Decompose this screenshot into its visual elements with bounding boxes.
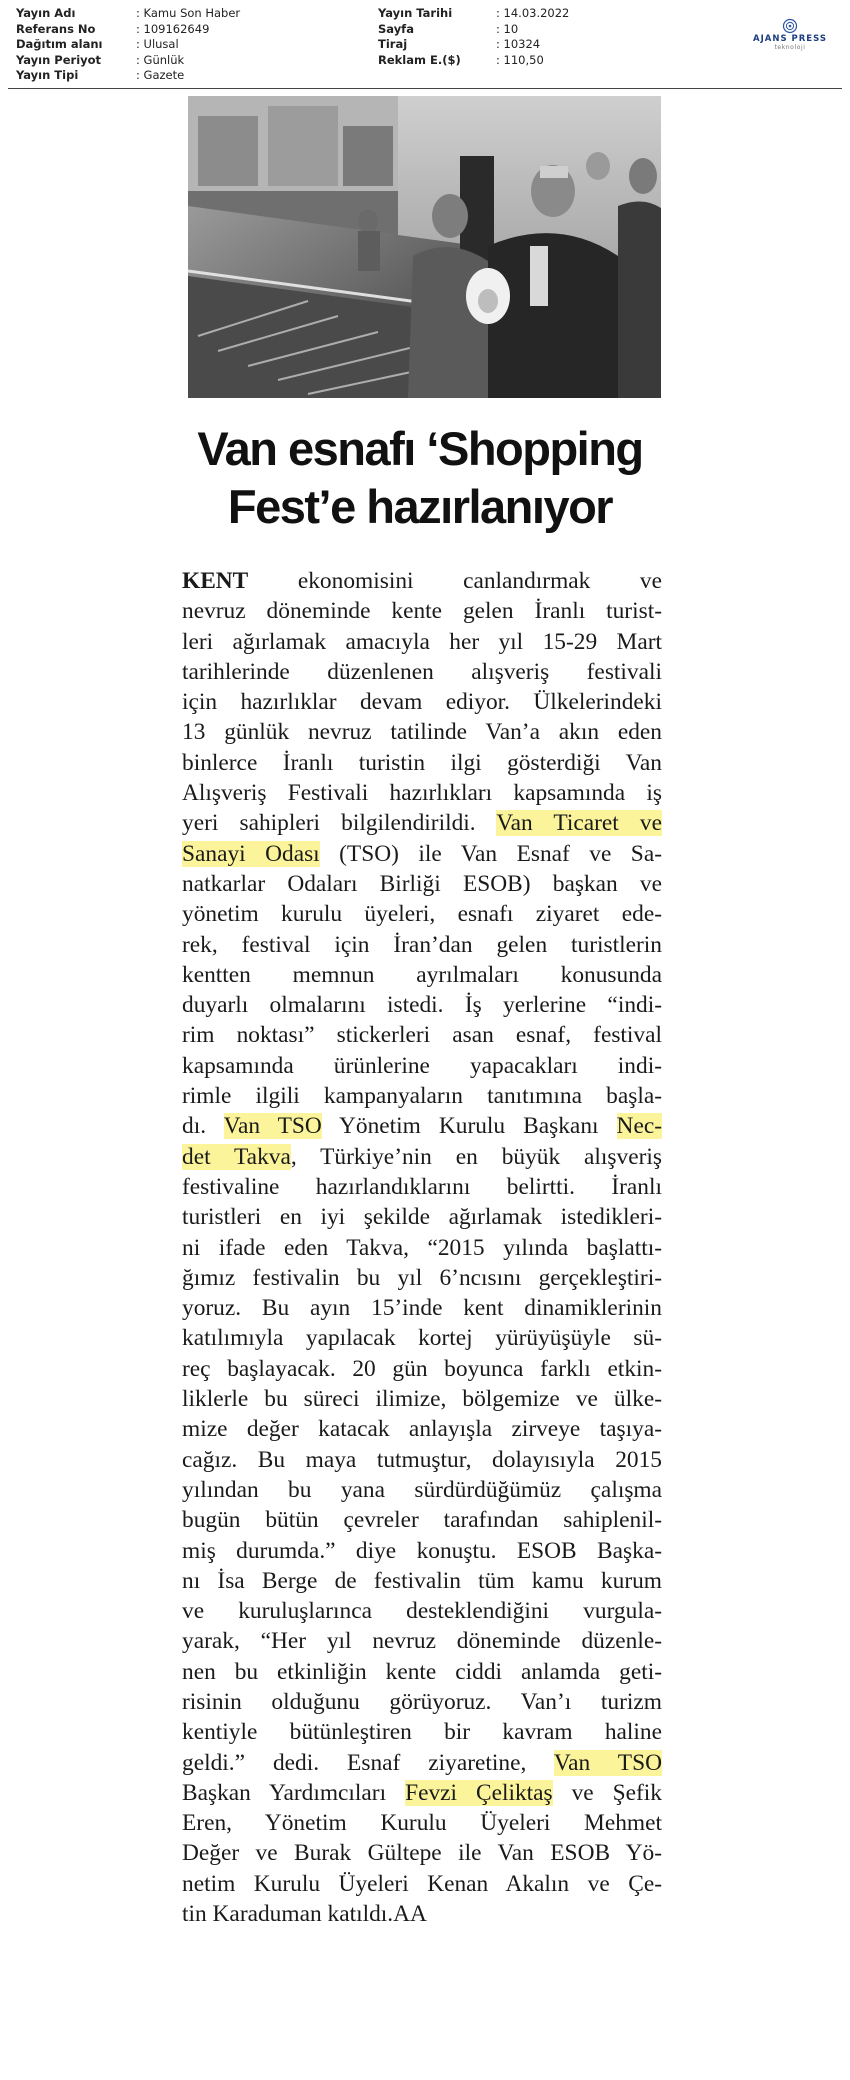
body-line xyxy=(182,717,662,747)
body-text: nen bu etkinliğin kente ciddi anlamda geti- xyxy=(182,1658,662,1685)
highlighted-text: Sanayi Odası xyxy=(182,840,320,867)
highlighted-text: Van TSO xyxy=(223,1113,322,1140)
highlighted-text: Fevzi Çeliktaş xyxy=(405,1779,553,1806)
body-text: risinin olduğunu görüyoruz. Van’ı turizm xyxy=(182,1688,662,1715)
meta-value: : 14.03.2022 xyxy=(496,6,570,20)
body-line xyxy=(182,627,662,657)
meta-row xyxy=(16,6,296,22)
meta-key: Yayın Tarihi xyxy=(378,6,453,20)
body-line xyxy=(182,1536,662,1566)
body-line xyxy=(182,596,662,626)
body-text: tin Karaduman katıldı.AA xyxy=(182,1901,427,1928)
meta-key: Sayfa xyxy=(378,21,414,36)
headline-line: Van esnafı ‘Shopping xyxy=(197,422,643,475)
metadata-right xyxy=(378,6,636,68)
meta-value: : 109162649 xyxy=(136,21,210,36)
highlighted-text: det Takva xyxy=(182,1143,291,1170)
body-text: kapsamında ürünlerine yapacakları indi- xyxy=(182,1052,662,1079)
body-line xyxy=(182,1505,662,1535)
body-line xyxy=(182,1748,662,1778)
body-text: reç başlayacak. 20 gün boyunca farklı etkin- xyxy=(182,1355,662,1382)
body-text: yılından bu yana sürdürdüğümüz çalışma xyxy=(182,1476,662,1503)
body-text: Değer ve Burak Gültepe ile Van ESOB Yö- xyxy=(182,1840,662,1867)
body-line xyxy=(182,1899,662,1929)
article-kicker: KENT xyxy=(182,568,249,594)
body-line xyxy=(182,1475,662,1505)
body-text: miş durumda.” diye konuştu. ESOB Başka- xyxy=(182,1537,662,1564)
meta-key: Dağıtım alanı xyxy=(16,37,103,51)
body-text: natkarlar Odaları Birliği ESOB) başkan ve xyxy=(182,870,662,897)
meta-key: Yayın Adı xyxy=(16,6,76,20)
meta-row xyxy=(378,6,636,22)
body-line xyxy=(182,1172,662,1202)
body-line xyxy=(182,778,662,808)
meta-value: : 10324 xyxy=(496,37,541,51)
meta-value: : 110,50 xyxy=(496,52,544,67)
body-text: bugün bütün çevreler tarafından sahiplenil- xyxy=(182,1507,662,1534)
body-text: duyarlı olmalarını istedi. İş yerlerine “indi- xyxy=(182,992,662,1019)
highlighted-text: Van TSO xyxy=(553,1749,662,1776)
body-line xyxy=(182,1445,662,1475)
body-line xyxy=(182,1142,662,1172)
body-text: yeri sahipleri bilgilendirildi. xyxy=(182,810,497,837)
body-line xyxy=(182,1626,662,1656)
body-text: kentten memnun ayrılmaları konusunda xyxy=(182,961,662,988)
meta-key: Referans No xyxy=(16,21,96,36)
body-line xyxy=(182,1020,662,1050)
meta-row xyxy=(378,37,636,53)
meta-value: : 10 xyxy=(496,21,519,36)
body-text: kentiyle bütünleştiren bir kavram haline xyxy=(182,1719,662,1746)
logo-name: AJANS PRESS xyxy=(753,34,827,44)
body-text: liklerle bu süreci ilimize, bölgemize ve ülke- xyxy=(182,1386,662,1413)
body-line xyxy=(182,1384,662,1414)
body-line xyxy=(182,1263,662,1293)
body-text: rim noktası” stickerleri asan esnaf, festival xyxy=(182,1022,662,1049)
body-line xyxy=(182,1808,662,1838)
body-text: binlerce İranlı turistin ilgi gösterdiği Van xyxy=(182,749,662,776)
ajans-press-logo xyxy=(742,18,838,54)
body-line xyxy=(182,748,662,778)
body-text: tarihlerinde düzenlenen alışveriş festivali xyxy=(182,658,662,685)
body-line xyxy=(182,1717,662,1747)
body-text: mize değer katacak anlayışla zirveye taşıya- xyxy=(182,1416,662,1443)
body-line xyxy=(182,1687,662,1717)
meta-key: Yayın Tipi xyxy=(16,68,79,82)
body-text: nı İsa Berge de festivalin tüm kamu kurum xyxy=(182,1567,662,1594)
body-line xyxy=(182,1081,662,1111)
body-text: turistleri en iyi şekilde ağırlamak istedikleri- xyxy=(182,1204,662,1231)
headline-line: Fest’e hazırlanıyor xyxy=(227,480,613,533)
logo-subtitle: teknoloji xyxy=(774,44,806,51)
meta-key: Yayın Periyot xyxy=(16,52,102,67)
body-line xyxy=(182,899,662,929)
body-line xyxy=(182,1233,662,1263)
body-line xyxy=(182,1293,662,1323)
body-text: dı. xyxy=(182,1113,224,1140)
header-divider xyxy=(8,88,842,89)
body-text: geldi.” dedi. Esnaf ziyaretine, xyxy=(182,1749,554,1776)
body-line xyxy=(182,1778,662,1808)
body-text: cağız. Bu maya tutmuştur, dolayısıyla 2015 xyxy=(182,1446,662,1473)
body-text: ni ifade eden Takva, “2015 yılında başlattı- xyxy=(182,1234,662,1261)
body-line xyxy=(182,869,662,899)
meta-row xyxy=(378,22,636,38)
article-body xyxy=(182,566,662,1929)
body-line xyxy=(182,1657,662,1687)
body-line xyxy=(182,687,662,717)
body-line xyxy=(182,1354,662,1384)
body-text: Eren, Yönetim Kurulu Üyeleri Mehmet xyxy=(182,1810,662,1837)
meta-key: Reklam E.($) xyxy=(378,52,461,67)
body-line xyxy=(182,1566,662,1596)
meta-value: : Gazete xyxy=(136,68,185,82)
body-text: ve kuruluşlarınca desteklendiğini vurgula- xyxy=(182,1598,662,1625)
body-text: yoruz. Bu ayın 15’inde kent dinamiklerinin xyxy=(182,1295,662,1322)
article-headline xyxy=(170,420,670,536)
body-line xyxy=(182,960,662,990)
highlighted-text: Van Ticaret ve xyxy=(496,810,662,837)
meta-row xyxy=(16,53,296,69)
body-line xyxy=(182,839,662,869)
body-text: yarak, “Her yıl nevruz döneminde düzenle- xyxy=(182,1628,662,1655)
body-line xyxy=(182,1051,662,1081)
body-line xyxy=(182,1869,662,1899)
meta-row xyxy=(378,53,636,69)
body-text: rek, festival için İran’dan gelen turistlerin xyxy=(182,931,662,958)
meta-row xyxy=(16,68,296,84)
body-text: 13 günlük nevruz tatilinde Van’a akın eden xyxy=(182,719,662,746)
meta-row xyxy=(16,22,296,38)
body-line xyxy=(182,657,662,687)
highlighted-text: Nec- xyxy=(616,1113,662,1140)
body-text: katılımıyla yapılacak kortej yürüyüşüyle sü- xyxy=(182,1325,662,1352)
body-text: (TSO) ile Van Esnaf ve Sa- xyxy=(319,840,662,867)
meta-value: : Günlük xyxy=(136,52,185,67)
body-text: ğımız festivalin bu yıl 6’ncısını gerçekleştiri- xyxy=(182,1264,662,1291)
meta-row xyxy=(16,37,296,53)
meta-value: : Ulusal xyxy=(136,37,179,51)
body-line xyxy=(182,566,662,596)
body-line xyxy=(182,808,662,838)
body-text: Alışveriş Festivali hazırlıkları kapsamında iş xyxy=(182,780,662,807)
body-text: için hazırlıklar devam ediyor. Ülkelerindeki xyxy=(182,689,662,716)
body-text: leri ağırlamak amacıyla her yıl 15-29 Mart xyxy=(182,628,662,655)
article-photo xyxy=(188,96,661,398)
meta-key: Tiraj xyxy=(378,37,408,51)
body-text: ve Şefik xyxy=(552,1779,662,1806)
body-line xyxy=(182,1414,662,1444)
body-text: , Türkiye’nin en büyük alışveriş xyxy=(290,1143,662,1170)
body-line xyxy=(182,1838,662,1868)
body-text: ekonomisini canlandırmak ve xyxy=(248,568,662,594)
body-line xyxy=(182,930,662,960)
body-text: rimle ilgili kampanyaların tanıtımına başla- xyxy=(182,1083,662,1110)
body-text: yönetim kurulu üyeleri, esnafı ziyaret ede- xyxy=(182,901,662,928)
body-line xyxy=(182,1323,662,1353)
article-photo-image xyxy=(188,96,661,398)
body-text: Yönetim Kurulu Başkanı xyxy=(321,1113,617,1140)
body-line xyxy=(182,1111,662,1141)
logo-mark-icon xyxy=(781,18,799,34)
body-text: netim Kurulu Üyeleri Kenan Akalın ve Çe- xyxy=(182,1870,662,1897)
body-line xyxy=(182,1202,662,1232)
meta-value: : Kamu Son Haber xyxy=(136,6,241,20)
body-line xyxy=(182,1596,662,1626)
body-text: festivaline hazırlandıklarını belirtti. İranlı xyxy=(182,1173,662,1200)
metadata-left xyxy=(16,6,296,84)
body-text: nevruz döneminde kente gelen İranlı turist- xyxy=(182,598,662,625)
body-text: Başkan Yardımcıları xyxy=(182,1779,406,1806)
body-line xyxy=(182,990,662,1020)
